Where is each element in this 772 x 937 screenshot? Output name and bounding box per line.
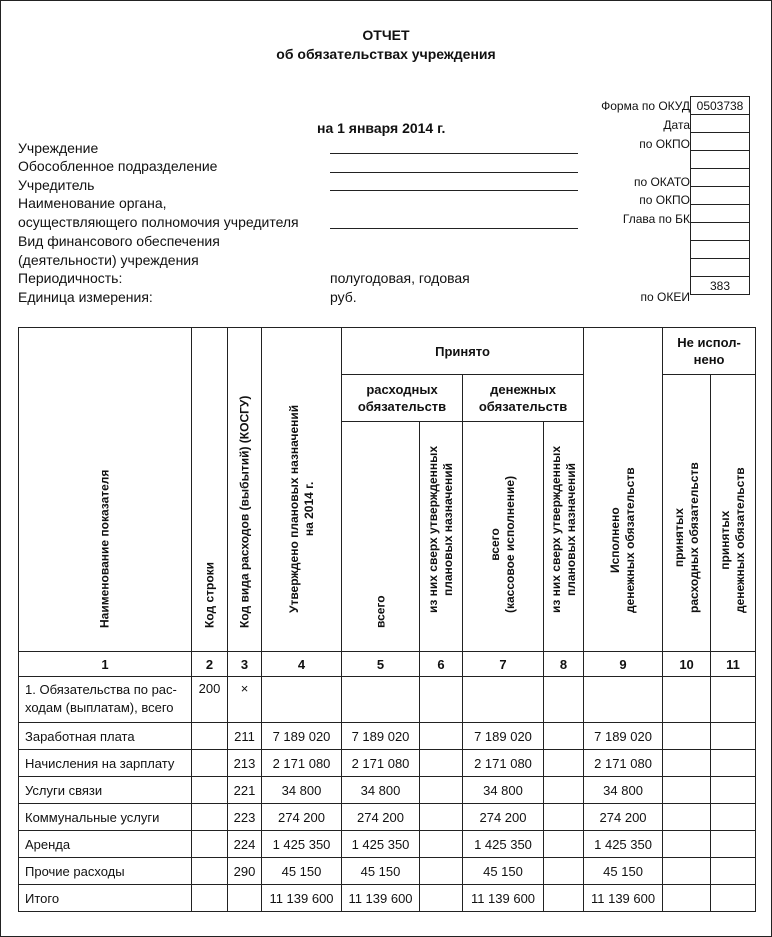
header-total-cash-text-2: (кассовое исполнение) (503, 475, 517, 613)
okud-label: Форма по ОКУД (601, 99, 690, 113)
header-accepted-cash-text-1: принятых (718, 510, 733, 570)
row-approved: 34 800 (262, 777, 342, 804)
row-name: Заработная плата (19, 723, 192, 750)
row-not-executed-cash (711, 858, 756, 885)
row-name: Начисления на зарплату (19, 750, 192, 777)
row-cell (342, 677, 420, 723)
row-executed: 1 425 350 (584, 831, 663, 858)
header-cash-obligations-text-1: денежных (490, 382, 556, 397)
column-numbers-row (19, 652, 756, 677)
row-code (192, 750, 228, 777)
codes-box (690, 96, 750, 295)
row-not-executed-cash (711, 804, 756, 831)
row-accepted-expense-total: 2 171 080 (342, 750, 420, 777)
row-name-line-2: ходам (выплатам), всего (25, 700, 174, 715)
row-accepted-cash-total: 2 171 080 (463, 750, 544, 777)
table-row (19, 677, 756, 723)
header-over-plan-text-2: плановых назначений (441, 462, 455, 597)
header-kosgu-text: Код вида расходов (выбытий) (КОСГУ) (237, 395, 251, 628)
row-executed: 34 800 (584, 777, 663, 804)
row-code (192, 777, 228, 804)
founder-label: Учредитель (18, 177, 95, 193)
row-accepted-cash-over (544, 831, 584, 858)
header-row-code-text: Код строки (202, 561, 216, 628)
header-expense-obligations (342, 375, 463, 422)
col-number: 4 (262, 652, 342, 677)
row-not-executed-cash (711, 885, 756, 912)
col-number: 2 (192, 652, 228, 677)
row-accepted-expense-over (420, 723, 463, 750)
header-name-text: Наименование показателя (97, 469, 112, 628)
row-not-executed-expense (663, 750, 711, 777)
periodicity-value: полугодовая, годовая (330, 270, 470, 286)
header-not-executed (663, 328, 756, 375)
header-over-plan-text-1: из них сверх утвержденных (426, 445, 440, 613)
row-executed: 11 139 600 (584, 885, 663, 912)
okato-cell[interactable] (691, 169, 750, 187)
row-approved: 7 189 020 (262, 723, 342, 750)
report-title: ОТЧЕТ (362, 27, 410, 43)
header-total (342, 422, 420, 652)
date-code-cell[interactable] (691, 115, 750, 133)
header-over-plan-cash-text-2: плановых назначений (563, 462, 578, 597)
header-cash-obligations (463, 375, 584, 422)
blank-code-cell[interactable] (691, 151, 750, 169)
row-name: Аренда (19, 831, 192, 858)
founder-line[interactable] (330, 190, 578, 191)
header-expense-obligations-text-2: обязательств (357, 399, 447, 414)
col-number: 5 (342, 652, 420, 677)
row-not-executed-expense (663, 777, 711, 804)
blank-code-cell[interactable] (691, 241, 750, 259)
row-accepted-expense-over (420, 777, 463, 804)
header-over-plan-cash (544, 422, 584, 652)
row-accepted-cash-total: 274 200 (463, 804, 544, 831)
row-kosgu: 213 (228, 750, 262, 777)
row-accepted-expense-total: 7 189 020 (342, 723, 420, 750)
table-row (19, 885, 756, 912)
header-total-cash-text-1: всего (488, 528, 502, 561)
table-row (19, 777, 756, 804)
authority-label-1: Наименование органа, (18, 195, 167, 211)
report-date: на 1 января 2014 г. (317, 120, 446, 136)
header-executed-text-1: Исполнено (608, 507, 623, 574)
blank-code-cell[interactable] (691, 223, 750, 241)
col-number: 11 (711, 652, 756, 677)
obligations-table (18, 327, 756, 912)
row-accepted-expense-over (420, 858, 463, 885)
row-name: Прочие расходы (19, 858, 192, 885)
col-number: 10 (663, 652, 711, 677)
unit-label: Единица измерения: (18, 289, 153, 305)
row-cell (544, 677, 584, 723)
header-over-plan-cash-text-1: из них сверх утвержденных (548, 445, 563, 613)
institution-line[interactable] (330, 153, 578, 154)
okpo2-label: по ОКПО (639, 193, 690, 207)
row-accepted-expense-total: 34 800 (342, 777, 420, 804)
header-approved (262, 328, 342, 652)
row-not-executed-expense (663, 858, 711, 885)
row-accepted-cash-total: 7 189 020 (463, 723, 544, 750)
row-not-executed-expense (663, 831, 711, 858)
header-expense-obligations-text-1: расходных (366, 382, 438, 397)
row-name-line-1: 1. Обязательства по рас- (25, 682, 177, 697)
row-kosgu (228, 885, 262, 912)
row-accepted-expense-over (420, 804, 463, 831)
row-accepted-cash-over (544, 777, 584, 804)
table-row (19, 804, 756, 831)
row-accepted-expense-total: 45 150 (342, 858, 420, 885)
row-not-executed-cash (711, 777, 756, 804)
row-accepted-cash-over (544, 858, 584, 885)
row-code (192, 723, 228, 750)
unit-value: руб. (330, 289, 357, 305)
header-over-plan (420, 422, 463, 652)
row-kosgu: 211 (228, 723, 262, 750)
header-not-executed-text-1: Не испол- (677, 335, 741, 350)
header-total-text: всего (373, 595, 387, 628)
row-accepted-expense-over (420, 750, 463, 777)
header-accepted-expense (663, 375, 711, 652)
header-executed (584, 328, 663, 652)
row-name (19, 677, 192, 723)
row-accepted-expense-total: 1 425 350 (342, 831, 420, 858)
row-accepted-cash-over (544, 804, 584, 831)
okei-value: 383 (691, 277, 750, 295)
row-kosgu: × (228, 677, 262, 723)
row-accepted-expense-over (420, 885, 463, 912)
table-row (19, 723, 756, 750)
table-row (19, 750, 756, 777)
col-number: 8 (544, 652, 584, 677)
row-cell (420, 677, 463, 723)
row-accepted-expense-total: 274 200 (342, 804, 420, 831)
row-not-executed-cash (711, 750, 756, 777)
row-kosgu: 224 (228, 831, 262, 858)
row-approved: 1 425 350 (262, 831, 342, 858)
row-accepted-expense-over (420, 831, 463, 858)
row-not-executed-expense (663, 885, 711, 912)
okpo2-cell[interactable] (691, 187, 750, 205)
col-number: 6 (420, 652, 463, 677)
row-cell (711, 677, 756, 723)
row-code: 200 (192, 677, 228, 723)
header-accepted-cash-text-2: денежных обязательств (733, 467, 748, 613)
header-total-cash (463, 422, 544, 652)
col-number: 1 (19, 652, 192, 677)
header-accepted: Принято (342, 328, 584, 375)
finance-label-2: (деятельности) учреждения (18, 252, 199, 268)
finance-label-1: Вид финансового обеспечения (18, 233, 220, 249)
institution-label: Учреждение (18, 140, 99, 156)
blank-code-cell[interactable] (691, 259, 750, 277)
okei-label: по ОКЕИ (640, 290, 690, 304)
header-cash-obligations-text-2: обязательств (478, 399, 568, 414)
okato-label: по ОКАТО (633, 175, 690, 189)
okud-value: 0503738 (691, 97, 750, 115)
okpo-label: по ОКПО (639, 137, 690, 151)
col-number: 9 (584, 652, 663, 677)
header-row-code (192, 328, 228, 652)
row-name: Коммунальные услуги (19, 804, 192, 831)
header-executed-text-2: денежных обязательств (623, 467, 638, 613)
row-not-executed-expense (663, 804, 711, 831)
row-accepted-expense-total: 11 139 600 (342, 885, 420, 912)
row-accepted-cash-total: 45 150 (463, 858, 544, 885)
row-approved: 45 150 (262, 858, 342, 885)
row-not-executed-expense (663, 723, 711, 750)
row-cell (584, 677, 663, 723)
row-executed: 274 200 (584, 804, 663, 831)
row-accepted-cash-over (544, 723, 584, 750)
row-accepted-cash-total: 34 800 (463, 777, 544, 804)
header-approved-text-2: на 2014 г. (301, 481, 316, 537)
row-executed: 45 150 (584, 858, 663, 885)
header-approved-text-1: Утверждено плановых назначений (286, 404, 301, 613)
row-approved: 2 171 080 (262, 750, 342, 777)
header-not-executed-text-2: нено (693, 352, 725, 367)
row-accepted-cash-total: 11 139 600 (463, 885, 544, 912)
okpo-cell[interactable] (691, 133, 750, 151)
row-code (192, 804, 228, 831)
row-accepted-cash-total: 1 425 350 (463, 831, 544, 858)
row-code (192, 885, 228, 912)
row-kosgu: 221 (228, 777, 262, 804)
header-accepted-expense-text-1: принятых (671, 508, 686, 568)
periodicity-label: Периодичность: (18, 270, 123, 286)
row-approved: 11 139 600 (262, 885, 342, 912)
bk-label: Глава по БК (622, 212, 690, 226)
row-executed: 7 189 020 (584, 723, 663, 750)
table-row (19, 831, 756, 858)
row-name: Услуги связи (19, 777, 192, 804)
row-not-executed-cash (711, 831, 756, 858)
row-kosgu: 290 (228, 858, 262, 885)
header-accepted-cash (711, 375, 756, 652)
row-not-executed-cash (711, 723, 756, 750)
report-subtitle: об обязательствах учреждения (276, 46, 496, 62)
row-cell (463, 677, 544, 723)
col-number: 7 (463, 652, 544, 677)
table-row (19, 858, 756, 885)
row-code (192, 831, 228, 858)
row-name: Итого (19, 885, 192, 912)
row-executed: 2 171 080 (584, 750, 663, 777)
bk-cell[interactable] (691, 205, 750, 223)
row-code (192, 858, 228, 885)
row-accepted-cash-over (544, 750, 584, 777)
authority-line[interactable] (330, 228, 578, 229)
division-line[interactable] (330, 172, 578, 173)
date-code-label: Дата (663, 118, 690, 132)
row-approved: 274 200 (262, 804, 342, 831)
col-number: 3 (228, 652, 262, 677)
header-kosgu (228, 328, 262, 652)
row-cell (262, 677, 342, 723)
header-name (19, 328, 192, 652)
row-accepted-cash-over (544, 885, 584, 912)
row-kosgu: 223 (228, 804, 262, 831)
division-label: Обособленное подразделение (18, 158, 218, 174)
authority-label-2: осуществляющего полномочия учредителя (18, 214, 299, 230)
row-cell (663, 677, 711, 723)
header-accepted-expense-text-2: расходных обязательств (686, 462, 701, 613)
